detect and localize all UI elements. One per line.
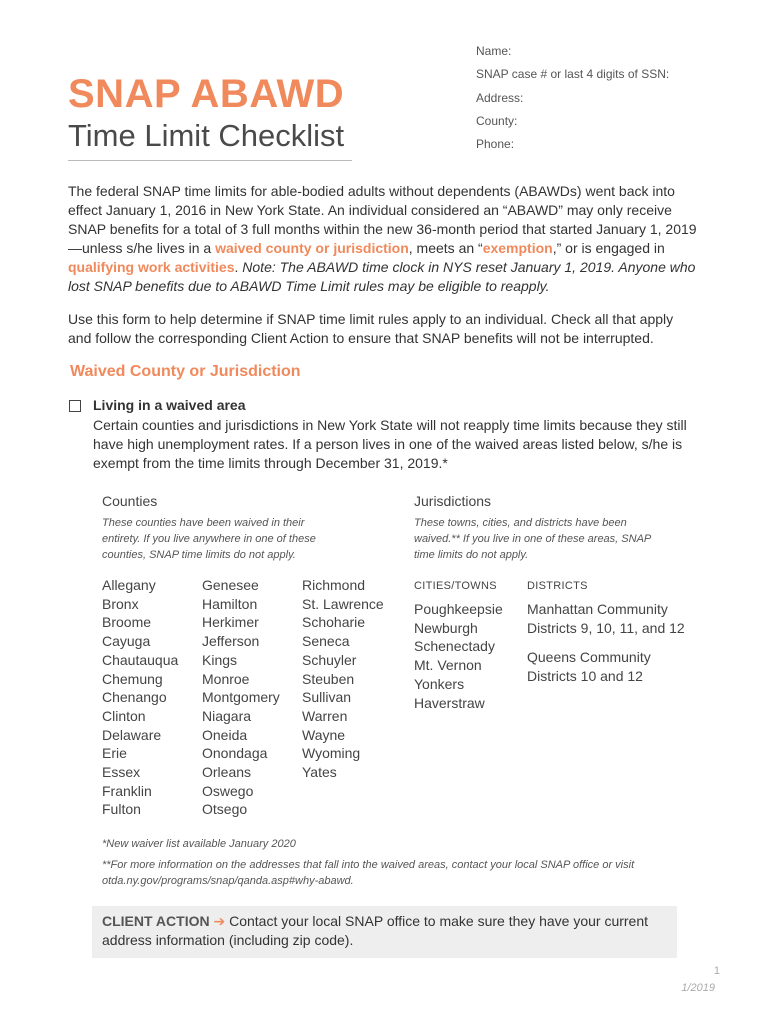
list-item: Newburgh: [414, 619, 478, 636]
list-item: Genesee: [202, 577, 259, 593]
intro-text-c: ,” or is engaged in: [552, 240, 665, 256]
list-item: Chenango: [102, 689, 167, 706]
page-date: 1/2019: [681, 982, 715, 994]
waived-area-checkbox[interactable]: [69, 400, 81, 412]
document-title: SNAP ABAWD: [68, 72, 345, 116]
district-manhattan: Manhattan Community Districts 9, 10, 11, and 12: [527, 601, 685, 636]
list-item: Richmond: [302, 577, 366, 593]
counties-heading: Counties: [102, 493, 158, 509]
list-item: Bronx: [102, 595, 139, 612]
document-subtitle: Time Limit Checklist: [68, 118, 345, 153]
client-action-instruction: Contact your local SNAP office to make sure they have your current address information (including zip code).: [102, 913, 649, 948]
address-field-label[interactable]: Address:: [476, 91, 524, 105]
list-item: Schuyler: [302, 651, 357, 668]
counties-note: These counties have been waived in their entirety. If you live anywhere in one of these counties, SNAP time limits do not apply.: [102, 517, 316, 561]
list-item: Yates: [302, 764, 337, 781]
footnote-more-info: **For more information on the addresses that fall into the waived areas, contact your local SNAP office or visit otda.ny.gov/programs/snap/qanda.asp#why-abawd.: [102, 859, 635, 887]
list-item: Wyoming: [302, 745, 361, 762]
list-item: Erie: [102, 745, 127, 762]
counties-list-col3: [302, 576, 384, 782]
list-item: Hamilton: [202, 595, 258, 612]
intro-text-a: The federal SNAP time limits for able-bodied adults without dependents (ABAWDs) went back into effect January 1, 2016 in New York State. An individual considered an “ABAWD” may only receive SNAP benefits for a total of 3 full months within the new 36-month period that started January 1, 2019—unless s/he lives in a: [68, 183, 697, 256]
waived-county-link[interactable]: waived county or jurisdiction: [215, 240, 409, 256]
counties-list-col2: [202, 576, 280, 819]
list-item: Haverstraw: [414, 694, 485, 711]
qualifying-work-link[interactable]: qualifying work activities: [68, 259, 235, 275]
title-divider: [68, 160, 352, 161]
intro-text-d: .: [234, 259, 243, 275]
county-field-label[interactable]: County:: [476, 114, 518, 128]
exemption-link[interactable]: exemption: [482, 240, 553, 256]
list-item: St. Lawrence: [302, 595, 384, 612]
list-item: Fulton: [102, 801, 141, 818]
list-item: Montgomery: [202, 689, 280, 706]
section-heading: Waived County or Jurisdiction: [70, 363, 301, 380]
list-item: Sullivan: [302, 689, 352, 706]
list-item: Wayne: [302, 726, 346, 743]
list-item: Delaware: [102, 726, 162, 743]
cities-list: [414, 600, 503, 712]
list-item: Seneca: [302, 633, 350, 650]
phone-field-label[interactable]: Phone:: [476, 137, 515, 151]
list-item: Mt. Vernon: [414, 657, 482, 674]
intro-note: Note: The ABAWD time clock in NYS reset January 1, 2019. Anyone who lost SNAP benefits due to ABAWD Time Limit rules may be eligible to reapply.: [68, 259, 696, 294]
waived-area-label: Living in a waived area: [93, 397, 246, 413]
intro-paragraph: [68, 182, 698, 296]
page-number: 1: [713, 965, 720, 977]
list-item: Poughkeepsie: [414, 601, 503, 617]
list-item: Allegany: [102, 577, 156, 593]
cities-heading: CITIES/TOWNS: [414, 580, 497, 592]
list-item: Otsego: [202, 801, 248, 818]
counties-list-col1: [102, 576, 178, 819]
name-field-label[interactable]: Name:: [476, 44, 512, 58]
list-item: Cayuga: [102, 633, 151, 650]
list-item: Herkimer: [202, 614, 259, 631]
list-item: Essex: [102, 764, 141, 781]
list-item: Schenectady: [414, 638, 495, 655]
list-item: Niagara: [202, 707, 252, 724]
case-number-field-label[interactable]: SNAP case # or last 4 digits of SSN:: [476, 67, 670, 81]
list-item: Franklin: [102, 782, 152, 799]
list-item: Jefferson: [202, 633, 260, 650]
district-queens: Queens Community Districts 10 and 12: [527, 649, 651, 684]
waived-area-description: Certain counties and jurisdictions in New York State will not reapply time limits because they still have high unemployment rates. If a person lives in one of the waived areas listed below, s/he is exempt from the time limits through December 31, 2019.*: [93, 417, 687, 471]
jurisdictions-heading: Jurisdictions: [414, 493, 492, 509]
intro-text-b: , meets an “: [408, 240, 483, 256]
list-item: Oneida: [202, 726, 248, 743]
client-action-text: [102, 912, 672, 950]
footnote-waiver-list: *New waiver list available January 2020: [102, 838, 296, 850]
instructions-paragraph: Use this form to help determine if SNAP time limit rules apply to an individual. Check all that apply and follow the corresponding Client Action to ensure that SNAP benefits will not be interrupted.: [68, 311, 674, 346]
list-item: Monroe: [202, 670, 250, 687]
list-item: Warren: [302, 707, 348, 724]
list-item: Orleans: [202, 764, 252, 781]
list-item: Broome: [102, 614, 152, 631]
list-item: Clinton: [102, 707, 146, 724]
client-action-label: CLIENT ACTION: [102, 913, 210, 929]
list-item: Chautauqua: [102, 651, 179, 668]
list-item: Oswego: [202, 782, 254, 799]
arrow-right-icon: ➔: [213, 913, 226, 929]
list-item: Chemung: [102, 670, 163, 687]
jurisdictions-note: These towns, cities, and districts have been waived.** If you live in one of these areas, SNAP time limits do not apply.: [414, 517, 651, 561]
list-item: Kings: [202, 651, 238, 668]
list-item: Steuben: [302, 670, 355, 687]
list-item: Schoharie: [302, 614, 366, 631]
list-item: Yonkers: [414, 675, 465, 692]
districts-heading: DISTRICTS: [527, 580, 588, 592]
list-item: Onondaga: [202, 745, 268, 762]
